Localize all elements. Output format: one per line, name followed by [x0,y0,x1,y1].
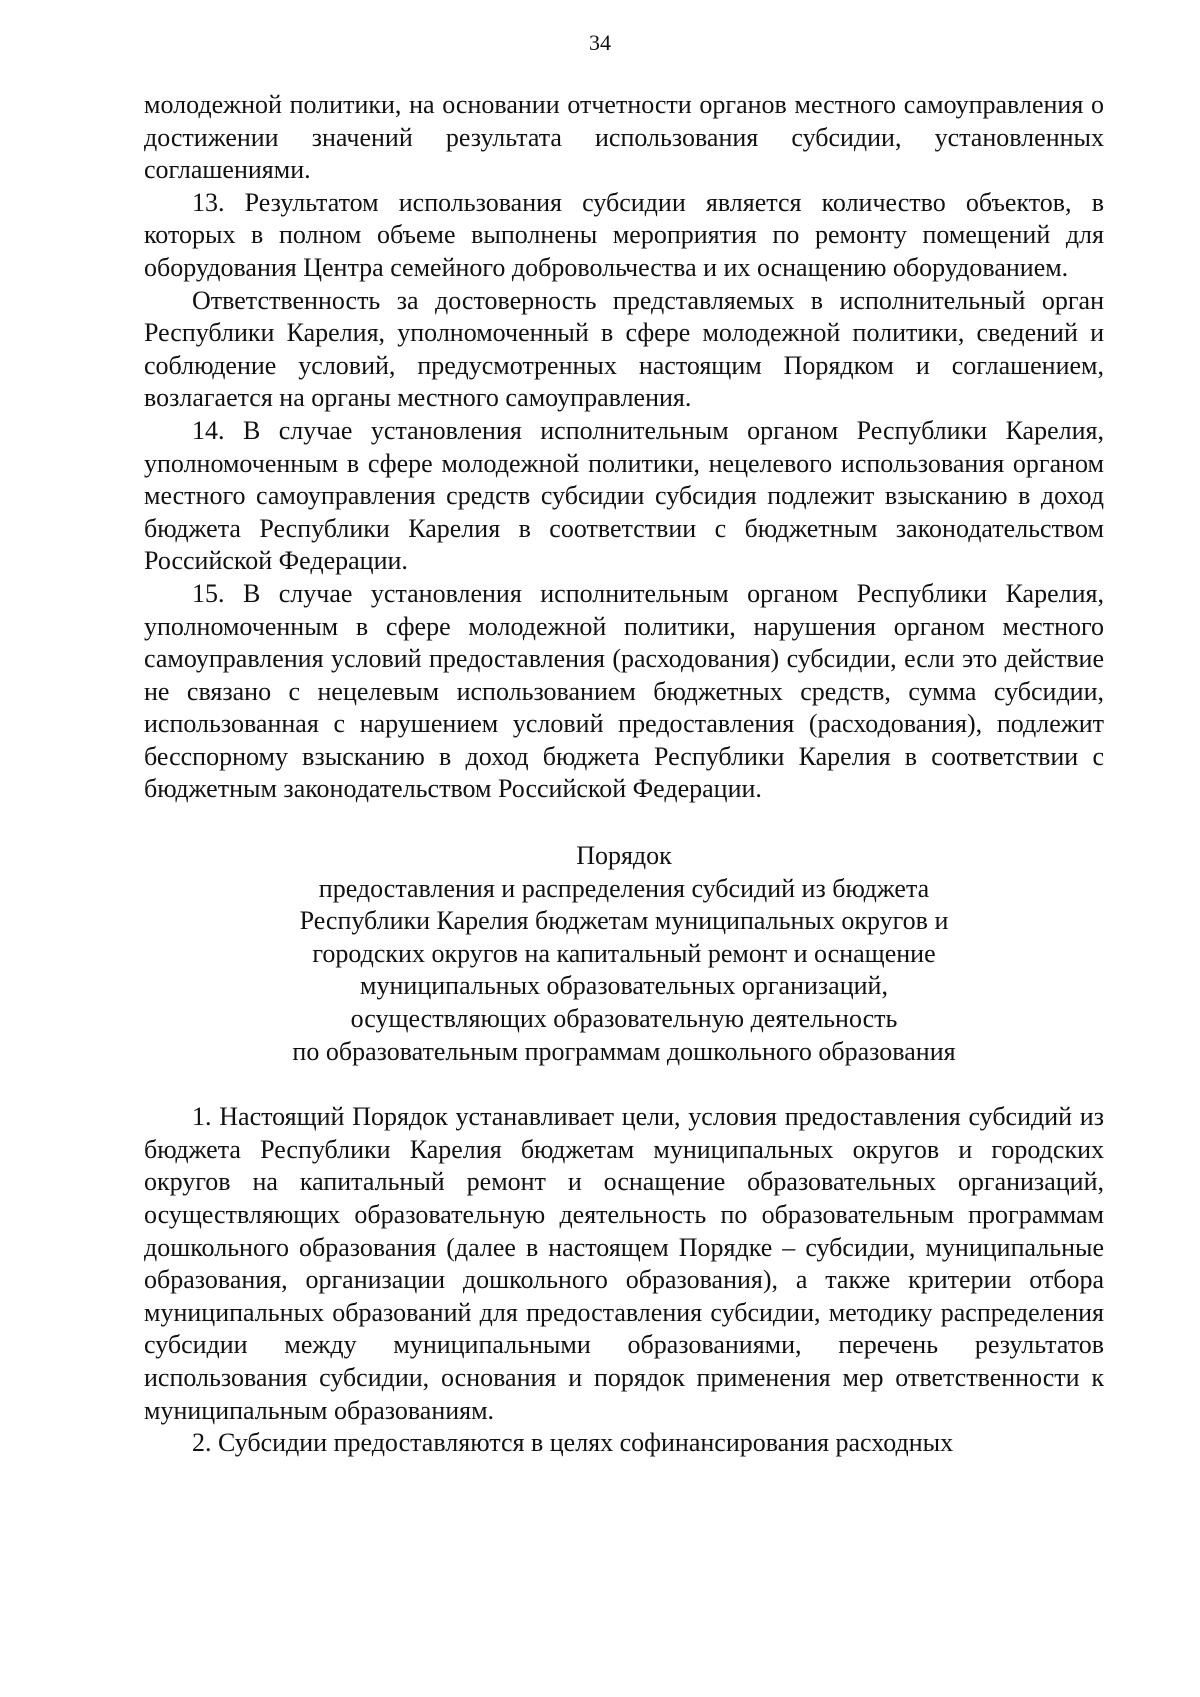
document-body [144,89,1104,1460]
paragraph-item-14: 14. В случае установления исполнительным органом Республики Карелия, уполномоченным в сфере молодежной политики, нецелевого использования органом местного самоуправления средств субсидии субсидия подлежит взысканию в доход бюджета Республики Карелия в соответствии с бюджетным законодательством Российской Федерации. [144,415,1104,576]
page-number: 34 [589,30,611,55]
heading-line: Республики Карелия бюджетам муниципальных округов и [299,906,949,936]
heading-line: по образовательным программам дошкольного образования [292,1036,956,1066]
heading-line: предоставления и распределения субсидий из бюджета [318,873,930,903]
heading-line: Порядок [576,841,672,871]
section-heading [144,840,1104,1068]
paragraph-responsibility: Ответственность за достоверность представляемых в исполнительный орган Республики Карелия, уполномоченный в сфере молодежной политики, сведений и соблюдение условий, предусмотренных настоящим Порядком и соглашением, возлагается на органы местного самоуправления. [144,285,1104,413]
paragraph-item-2: 2. Субсидии предоставляются в целях софинансирования расходных [192,1428,954,1458]
paragraph-item-1: 1. Настоящий Порядок устанавливает цели, условия предоставления субсидий из бюджета Республики Карелия бюджетам муниципальных округов и городских округов на капитальный ремонт и оснащение образовательных организаций, осуществляющих образовательную деятельность по образовательным программам дошкольного образования (далее в настоящем Порядке – субсидии, муниципальные образования, организации дошкольного образования), а также критерии отбора муниципальных образований для предоставления субсидии, методику распределения субсидии между муниципальными образованиями, перечень результатов использования субсидии, основания и порядок применения мер ответственности к муниципальным образованиям. [144,1102,1104,1425]
heading-line: осуществляющих образовательную деятельность [350,1004,898,1034]
paragraph-item-15: 15. В случае установления исполнительным органом Республики Карелия, уполномоченным в сфере молодежной политики, нарушения органом местного самоуправления условий предоставления (расходования) субсидии, если это действие не связано с нецелевым использованием бюджетных средств, сумма субсидии, использованная с нарушением условий предоставления (расходования), подлежит бесспорному взысканию в доход бюджета Республики Карелия в соответствии с бюджетным законодательством Российской Федерации. [144,578,1104,804]
heading-line: муниципальных образовательных организаций, [360,971,888,1001]
paragraph-continuation: молодежной политики, на основании отчетности органов местного самоуправления о достижении значений результата использования субсидии, установленных соглашениями. [144,90,1104,185]
paragraph-item-13: 13. Результатом использования субсидии является количество объектов, в которых в полном объеме выполнены мероприятия по ремонту помещений для оборудования Центра семейного добровольчества и их оснащению оборудованием. [144,187,1104,282]
heading-line: городских округов на капитальный ремонт и оснащение [312,938,936,968]
